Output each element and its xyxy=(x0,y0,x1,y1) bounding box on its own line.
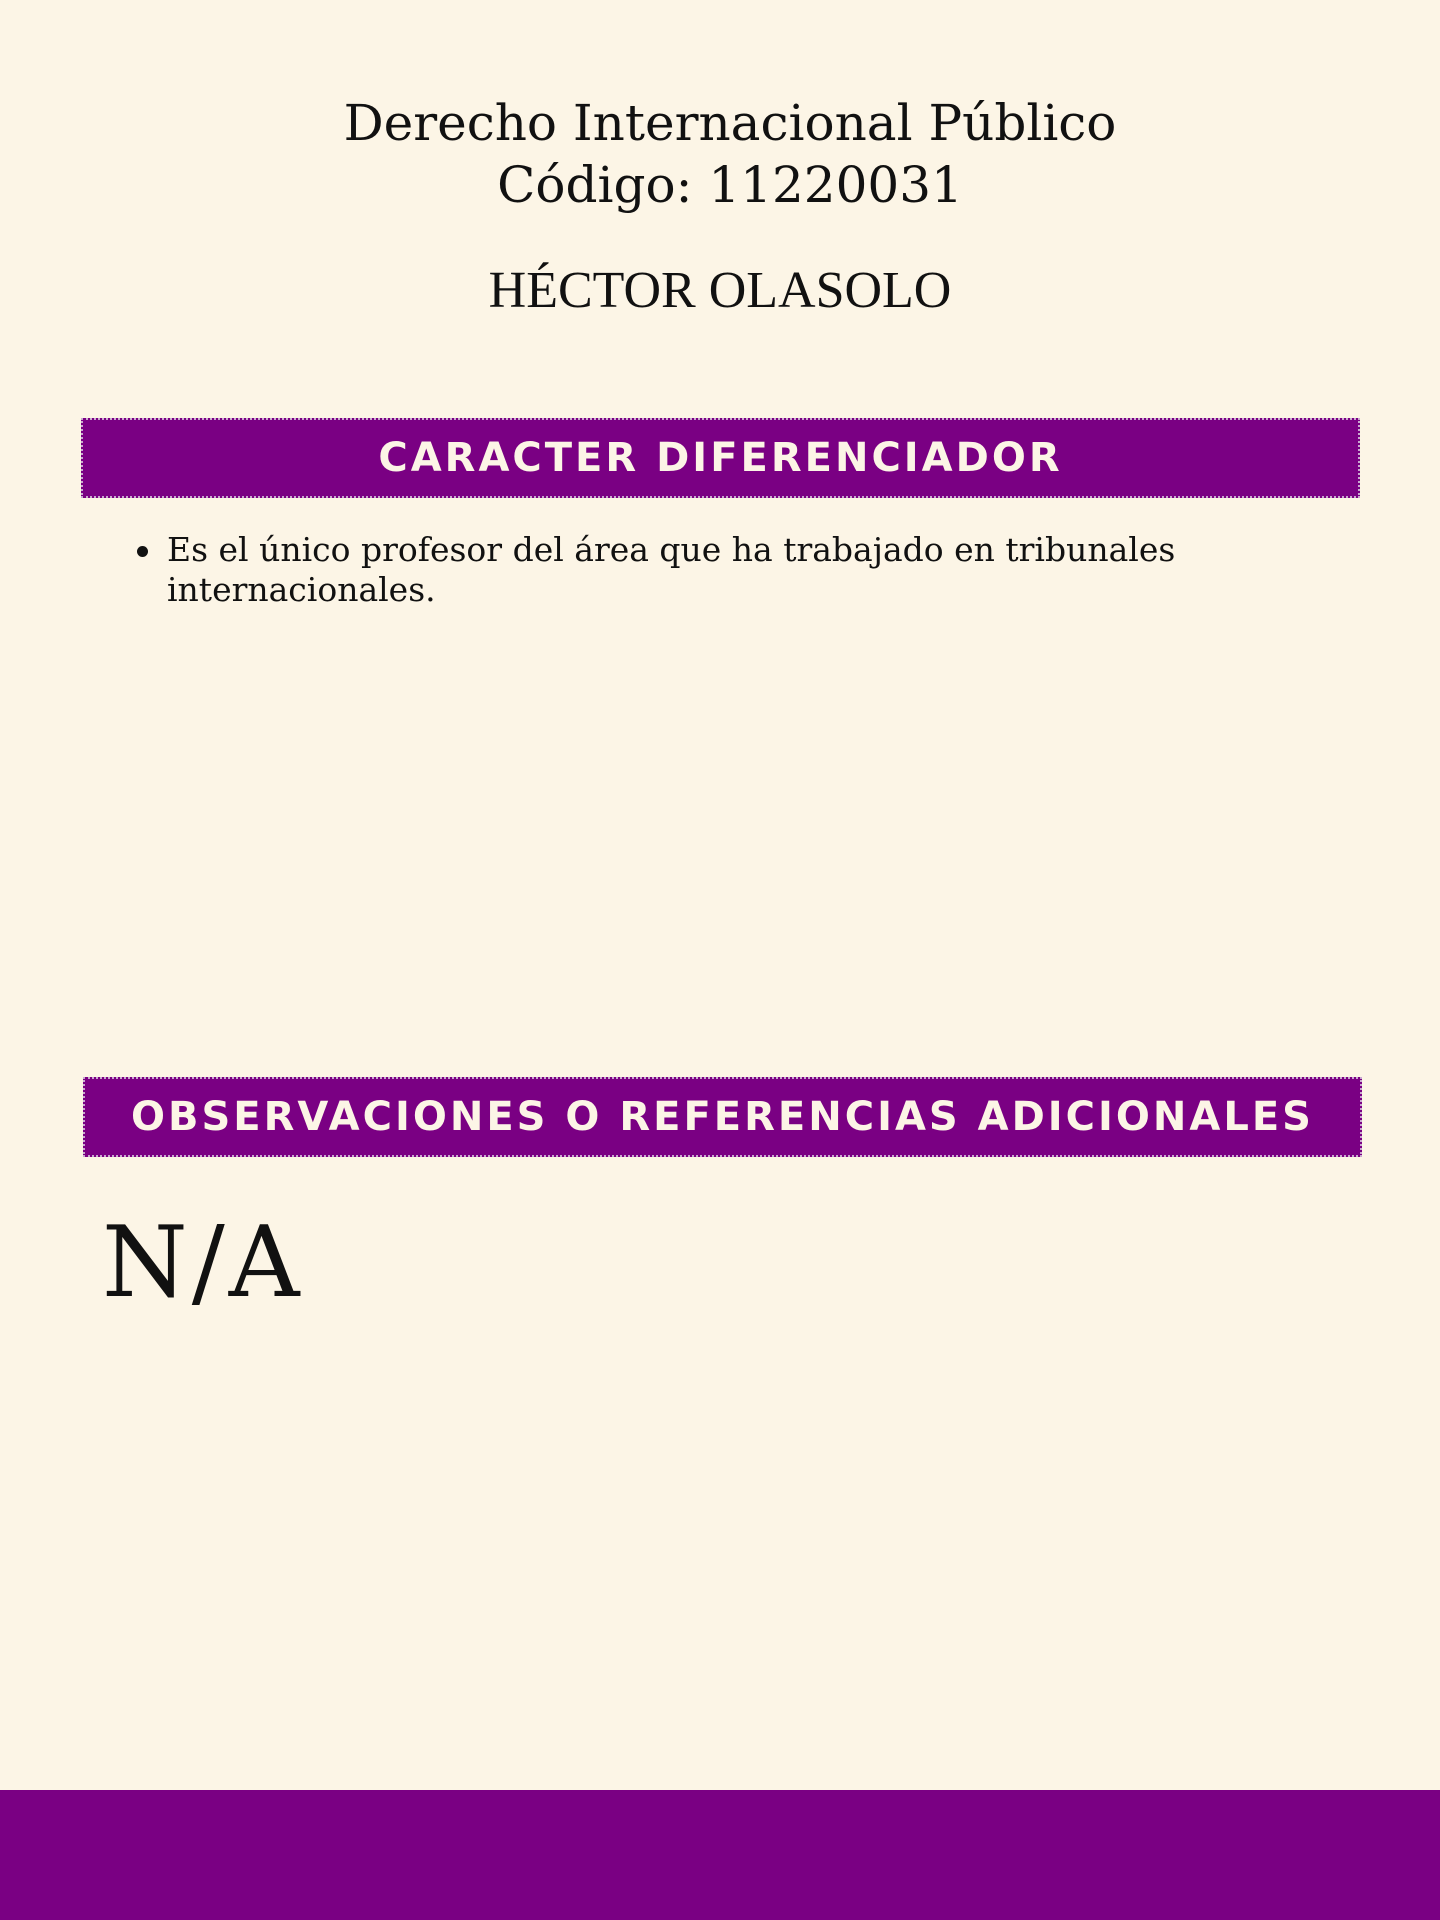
list-item-text: Es el único profesor del área que ha trabajado en tribunales internacionales. xyxy=(167,530,1176,609)
section-banner-observaciones xyxy=(83,1077,1362,1157)
observaciones-value: N/A xyxy=(102,1206,304,1320)
list-item xyxy=(135,530,1295,610)
course-code: Código: 11220031 xyxy=(497,156,963,214)
professor-name: HÉCTOR OLASOLO xyxy=(488,262,952,319)
section-heading: CARACTER DIFERENCIADOR xyxy=(378,435,1063,481)
bullet-icon xyxy=(137,546,148,557)
section-banner-caracter-diferenciador xyxy=(81,418,1360,498)
footer-bar xyxy=(0,1790,1440,1920)
section-heading: OBSERVACIONES O REFERENCIAS ADICIONALES xyxy=(131,1094,1314,1140)
course-title: Derecho Internacional Público xyxy=(343,94,1117,152)
caracter-diferenciador-list xyxy=(135,530,1295,610)
